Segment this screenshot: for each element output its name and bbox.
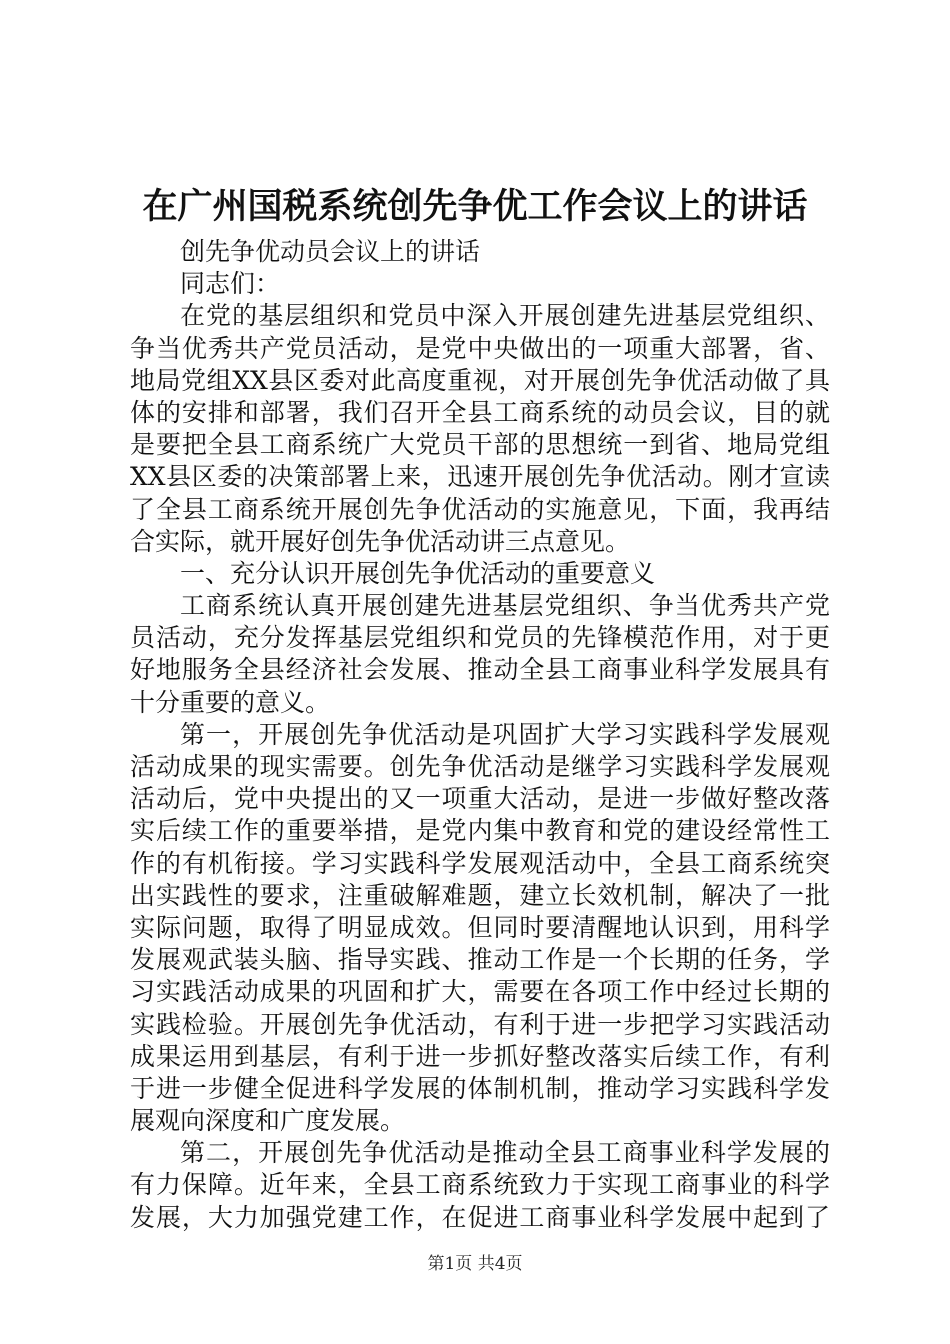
text-line: 展观向深度和广度发展。 bbox=[130, 1106, 406, 1136]
text-line: 于进一步健全促进科学发展的体制机制，推动学习实践科学发 bbox=[130, 1073, 830, 1103]
text-line: XX县区委的决策部署上来，迅速开展创先争优活动。刚才宣读 bbox=[130, 462, 830, 492]
text-line: 活动后，党中央提出的又一项重大活动，是进一步做好整改落 bbox=[130, 784, 830, 814]
text-line: 出实践性的要求，注重破解难题，建立长效机制，解决了一批 bbox=[130, 880, 830, 910]
text-line: 了全县工商系统开展创先争优活动的实施意见，下面，我再结 bbox=[130, 494, 830, 524]
text-line: 在党的基层组织和党员中深入开展创建先进基层党组织、 bbox=[180, 301, 830, 331]
text-line: 有力保障。近年来，全县工商系统致力于实现工商事业的科学 bbox=[130, 1170, 830, 1200]
document-title: 在广州国税系统创先争优工作会议上的讲话 bbox=[142, 186, 808, 227]
text-line: 争当优秀共产党员活动，是党中央做出的一项重大部署，省、 bbox=[130, 333, 830, 363]
text-line: 发展，大力加强党建工作，在促进工商事业科学发展中起到了 bbox=[130, 1202, 830, 1232]
text-line: 活动成果的现实需要。创先争优活动是继学习实践科学发展观 bbox=[130, 752, 830, 781]
text-line: 是要把全县工商系统广大党员干部的思想统一到省、地局党组 bbox=[130, 430, 830, 460]
text-line: 同志们： bbox=[180, 269, 281, 299]
text-line: 合实际，就开展好创先争优活动讲三点意见。 bbox=[130, 526, 631, 556]
text-line: 十分重要的意义。 bbox=[130, 687, 331, 717]
text-line: 作的有机衔接。学习实践科学发展观活动中，全县工商系统突 bbox=[130, 848, 830, 878]
text-line: 工商系统认真开展创建先进基层党组织、争当优秀共产党 bbox=[180, 591, 830, 621]
text-line: 实践检验。开展创先争优活动，有利于进一步把学习实践活动 bbox=[130, 1009, 830, 1039]
text-line: 实后续工作的重要举措，是党内集中教育和党的建设经常性工 bbox=[130, 816, 830, 846]
text-line: 一、充分认识开展创先争优活动的重要意义 bbox=[180, 558, 656, 588]
text-line: 创先争优动员会议上的讲话 bbox=[180, 237, 481, 266]
text-line: 成果运用到基层，有利于进一步抓好整改落实后续工作，有利 bbox=[130, 1041, 830, 1071]
text-line: 发展观武装头脑、指导实践、推动工作是一个长期的任务，学 bbox=[130, 945, 830, 975]
text-line: 实际问题，取得了明显成效。但同时要清醒地认识到，用科学 bbox=[130, 912, 830, 942]
text-line: 体的安排和部署，我们召开全县工商系统的动员会议，目的就 bbox=[130, 397, 830, 427]
text-line: 地局党组XX县区委对此高度重视，对开展创先争优活动做了具 bbox=[130, 365, 830, 395]
text-line: 第一，开展创先争优活动是巩固扩大学习实践科学发展观 bbox=[180, 719, 830, 749]
page-footer: 第1页 共4页 bbox=[427, 1254, 523, 1274]
document-body bbox=[130, 236, 830, 1234]
text-line: 习实践活动成果的巩固和扩大，需要在各项工作中经过长期的 bbox=[130, 977, 830, 1007]
text-line: 第二，开展创先争优活动是推动全县工商事业科学发展的 bbox=[180, 1138, 830, 1168]
text-line: 好地服务全县经济社会发展、推动全县工商事业科学发展具有 bbox=[130, 655, 830, 685]
text-line: 员活动，充分发挥基层党组织和党员的先锋模范作用，对于更 bbox=[130, 623, 830, 653]
